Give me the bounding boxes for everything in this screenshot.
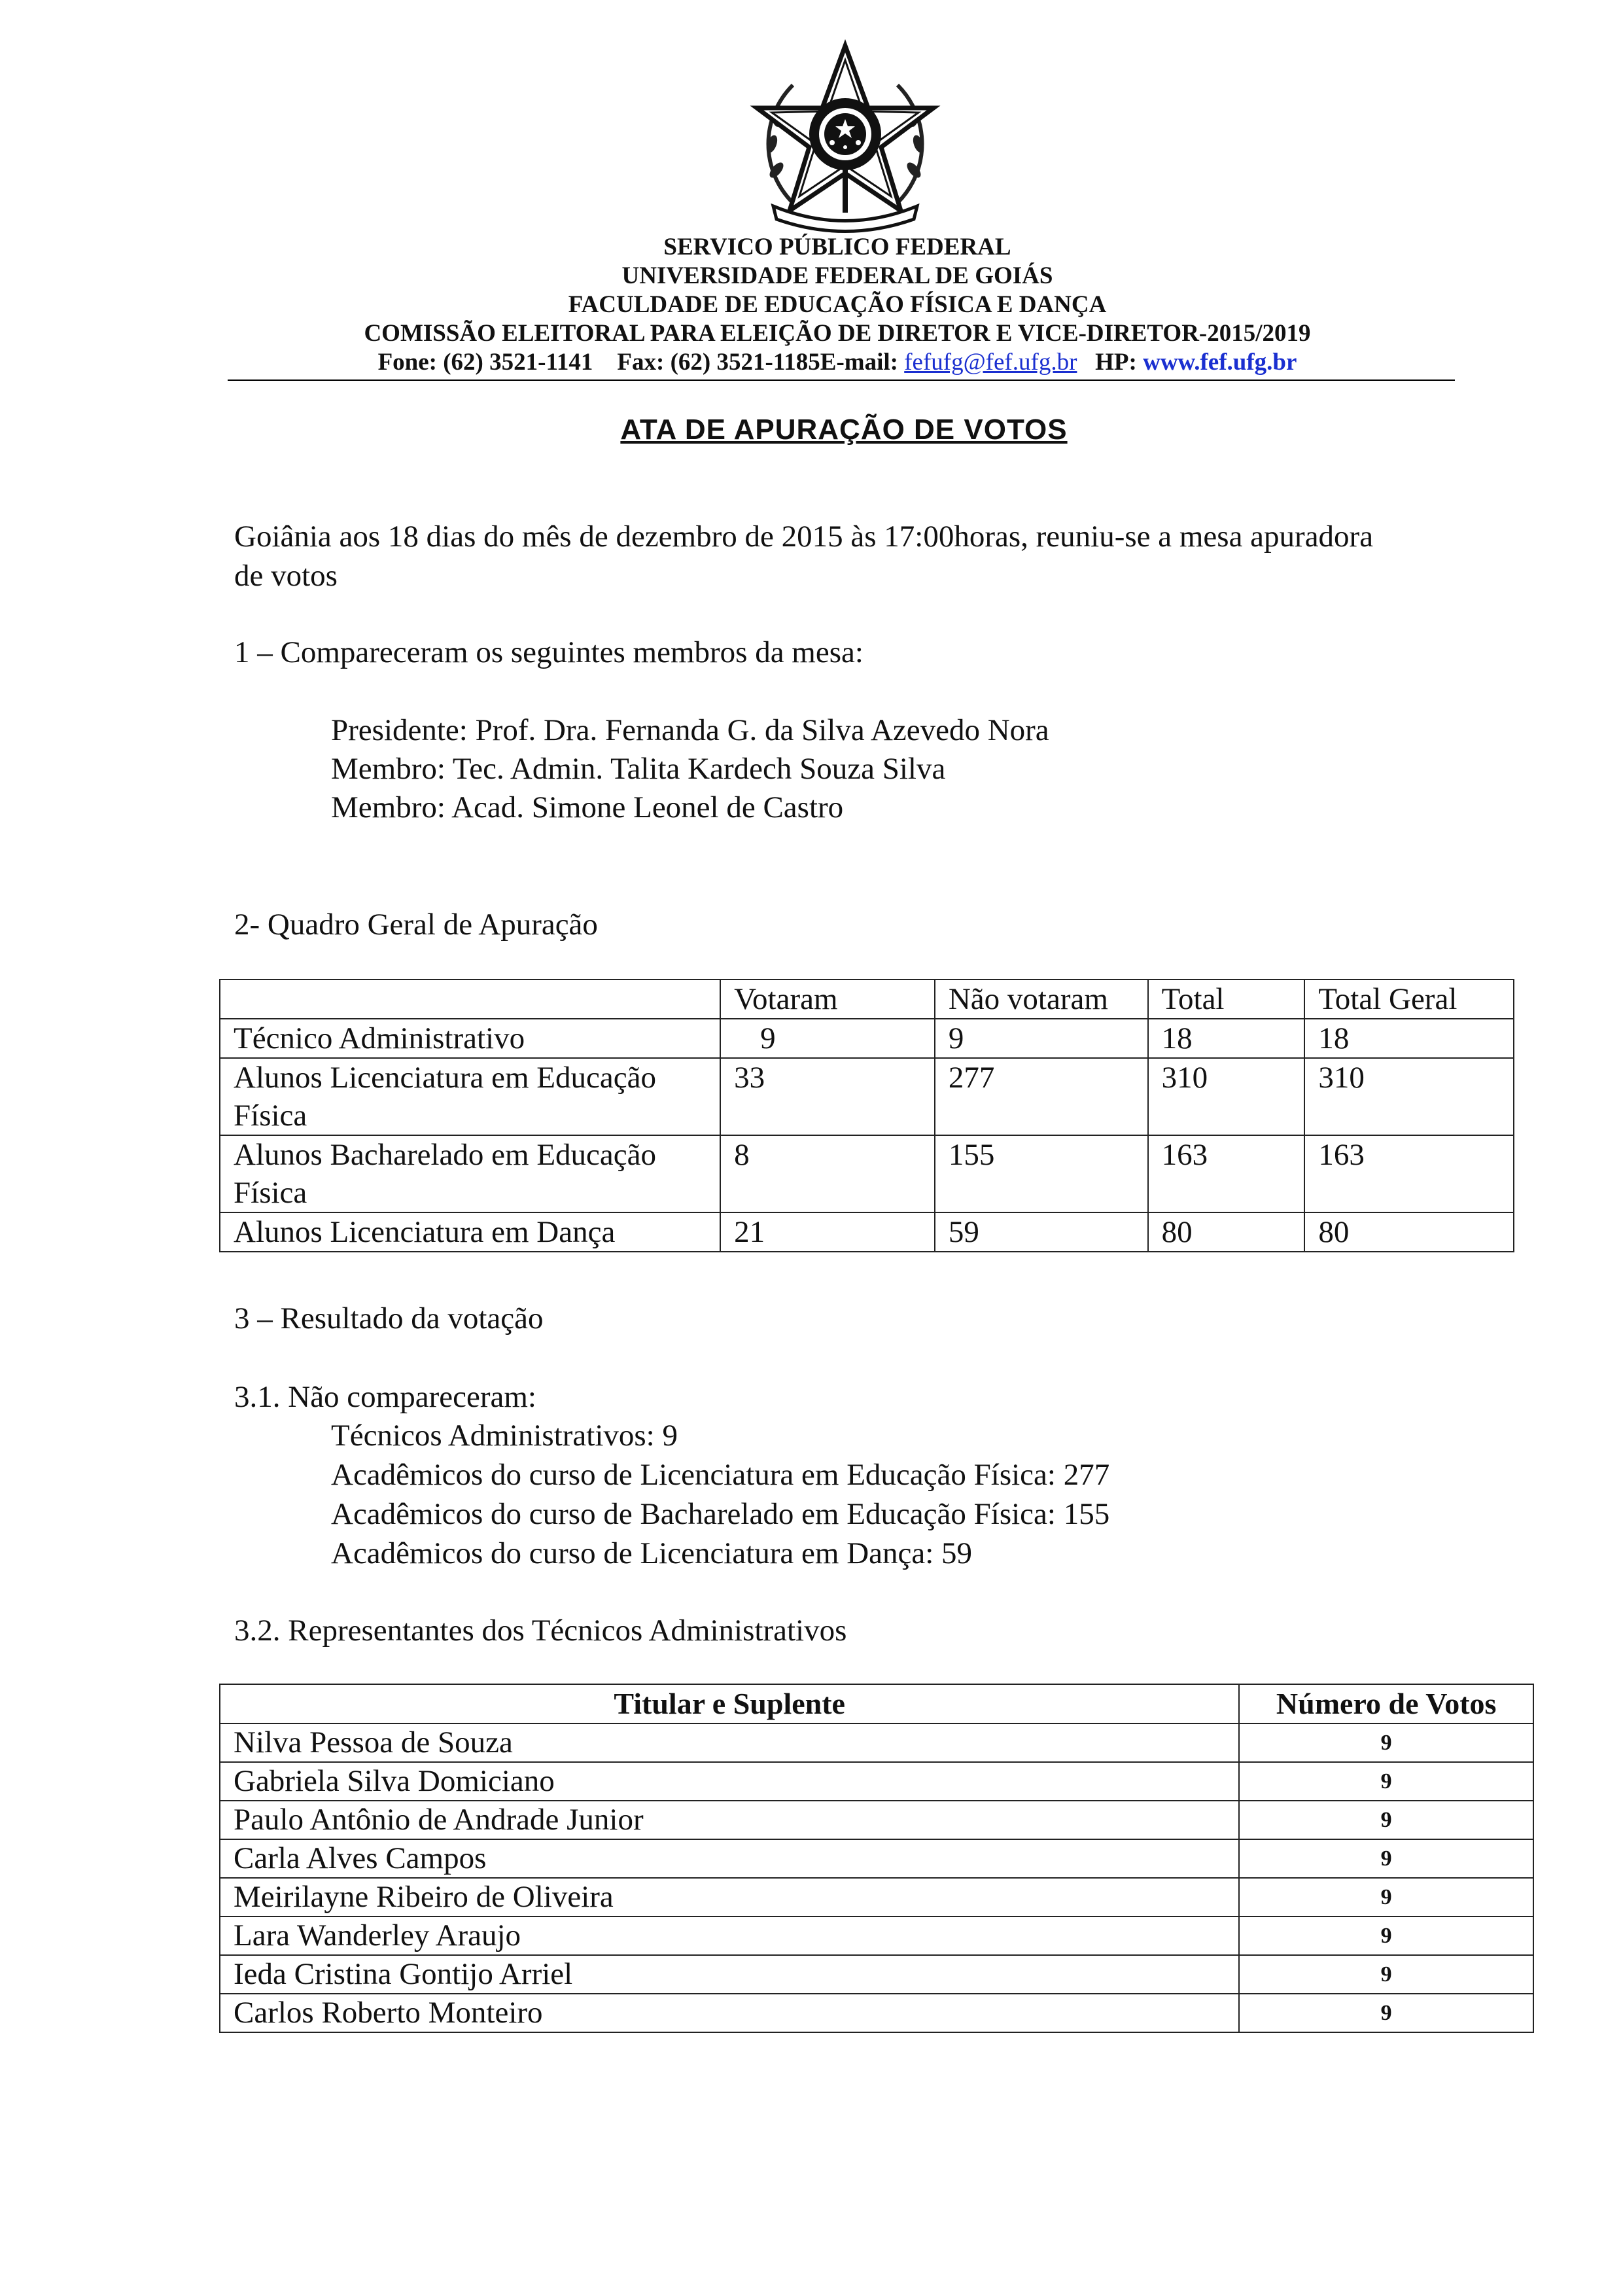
candidate-name: Nilva Pessoa de Souza [220, 1723, 1239, 1762]
header-line-4: COMISSÃO ELEITORAL PARA ELEIÇÃO DE DIRETOR E VICE-DIRETOR-2015/2019 [364, 320, 1311, 347]
table-row [220, 1955, 1533, 1994]
votaram-cell: 8 [720, 1135, 935, 1212]
table-row [220, 1723, 1533, 1762]
table-row [220, 1058, 1514, 1135]
candidate-name: Paulo Antônio de Andrade Junior [220, 1801, 1239, 1839]
row-label: Alunos Licenciatura em Dança [220, 1212, 720, 1252]
table-header-cell: Total [1148, 980, 1305, 1019]
total-geral-cell: 18 [1304, 1019, 1514, 1058]
section-1-heading: 1 – Compareceram os seguintes membros da mesa: [234, 635, 864, 669]
votaram-cell: 33 [720, 1058, 935, 1135]
table-row [220, 1839, 1533, 1878]
fax-email-label: Fax: (62) 3521-1185E-mail: [617, 349, 898, 376]
table-header-cell: Não votaram [935, 980, 1148, 1019]
absent-item: Acadêmicos do curso de Bacharelado em Educação Física: 155 [331, 1497, 1110, 1531]
header-line-3: FACULDADE DE EDUCAÇÃO FÍSICA E DANÇA [568, 291, 1107, 318]
nao-votaram-cell: 277 [935, 1058, 1148, 1135]
row-label: Alunos Licenciatura em Educação Física [220, 1058, 720, 1135]
vote-count: 9 [1239, 1801, 1533, 1839]
section-3-1-heading: 3.1. Não compareceram: [234, 1380, 536, 1414]
table-header-row [220, 1684, 1533, 1723]
row-label: Alunos Bacharelado em Educação Física [220, 1135, 720, 1212]
table-header-cell: Total Geral [1304, 980, 1514, 1019]
candidate-name: Ieda Cristina Gontijo Arriel [220, 1955, 1239, 1994]
candidate-name: Lara Wanderley Araujo [220, 1916, 1239, 1955]
table-row [220, 1212, 1514, 1252]
vote-count: 9 [1239, 1762, 1533, 1801]
table-header-row [220, 980, 1514, 1019]
vote-count: 9 [1239, 1723, 1533, 1762]
header-line-1: SERVICO PÚBLICO FEDERAL [663, 234, 1011, 260]
table-row [220, 1916, 1533, 1955]
total-geral-cell: 310 [1304, 1058, 1514, 1135]
email-link[interactable]: fefufg@fef.ufg.br [904, 349, 1077, 376]
apuracao-table [219, 979, 1514, 1252]
candidate-name: Carla Alves Campos [220, 1839, 1239, 1878]
absent-item: Acadêmicos do curso de Licenciatura em Dança: 59 [331, 1536, 973, 1570]
candidate-name: Gabriela Silva Domiciano [220, 1762, 1239, 1801]
hp-label: HP: [1095, 349, 1137, 376]
absent-item: Acadêmicos do curso de Licenciatura em Educação Física: 277 [331, 1458, 1110, 1492]
votaram-cell: 9 [720, 1019, 935, 1058]
candidate-name: Meirilayne Ribeiro de Oliveira [220, 1878, 1239, 1916]
table-header-cell: Votaram [720, 980, 935, 1019]
section-3-heading: 3 – Resultado da votação [234, 1301, 544, 1335]
phone: Fone: (62) 3521-1141 [377, 349, 593, 376]
header-contact [0, 348, 1623, 377]
candidate-name: Carlos Roberto Monteiro [220, 1994, 1239, 2032]
header-line-2: UNIVERSIDADE FEDERAL DE GOIÁS [621, 262, 1053, 289]
member-president: Presidente: Prof. Dra. Fernanda G. da Silva Azevedo Nora [331, 713, 1049, 747]
brazil-coat-of-arms-icon [747, 39, 943, 236]
nao-votaram-cell: 59 [935, 1212, 1148, 1252]
vote-count: 9 [1239, 1955, 1533, 1994]
section-3-2-heading: 3.2. Representantes dos Técnicos Administrativos [234, 1614, 847, 1648]
nao-votaram-cell: 9 [935, 1019, 1148, 1058]
table-row [220, 1878, 1533, 1916]
representantes-table [219, 1684, 1534, 2033]
absent-item: Técnicos Administrativos: 9 [331, 1419, 678, 1453]
total-geral-cell: 163 [1304, 1135, 1514, 1212]
vote-count: 9 [1239, 1839, 1533, 1878]
votaram-cell: 21 [720, 1212, 935, 1252]
table-row [220, 1019, 1514, 1058]
member-2: Membro: Tec. Admin. Talita Kardech Souza Silva [331, 752, 946, 786]
intro-line-1: Goiânia aos 18 dias do mês de dezembro de 2015 às 17:00horas, reuniu-se a mesa apuradora [234, 520, 1374, 554]
table-row [220, 1994, 1533, 2032]
table-row [220, 1135, 1514, 1212]
total-cell: 18 [1148, 1019, 1305, 1058]
section-2-heading: 2- Quadro Geral de Apuração [234, 908, 598, 942]
intro-line-2: de votos [234, 559, 338, 593]
table-header-cell: Número de Votos [1239, 1684, 1533, 1723]
table-row [220, 1762, 1533, 1801]
total-cell: 80 [1148, 1212, 1305, 1252]
total-cell: 310 [1148, 1058, 1305, 1135]
vote-count: 9 [1239, 1916, 1533, 1955]
total-cell: 163 [1148, 1135, 1305, 1212]
website-link[interactable]: www.fef.ufg.br [1143, 349, 1297, 376]
nao-votaram-cell: 155 [935, 1135, 1148, 1212]
member-3: Membro: Acad. Simone Leonel de Castro [331, 790, 844, 824]
vote-count: 9 [1239, 1878, 1533, 1916]
document-title: ATA DE APURAÇÃO DE VOTOS [620, 414, 1068, 446]
table-header-cell [220, 980, 720, 1019]
table-header-cell: Titular e Suplente [220, 1684, 1239, 1723]
table-row [220, 1801, 1533, 1839]
row-label: Técnico Administrativo [220, 1019, 720, 1058]
total-geral-cell: 80 [1304, 1212, 1514, 1252]
header-divider [228, 380, 1455, 381]
vote-count: 9 [1239, 1994, 1533, 2032]
